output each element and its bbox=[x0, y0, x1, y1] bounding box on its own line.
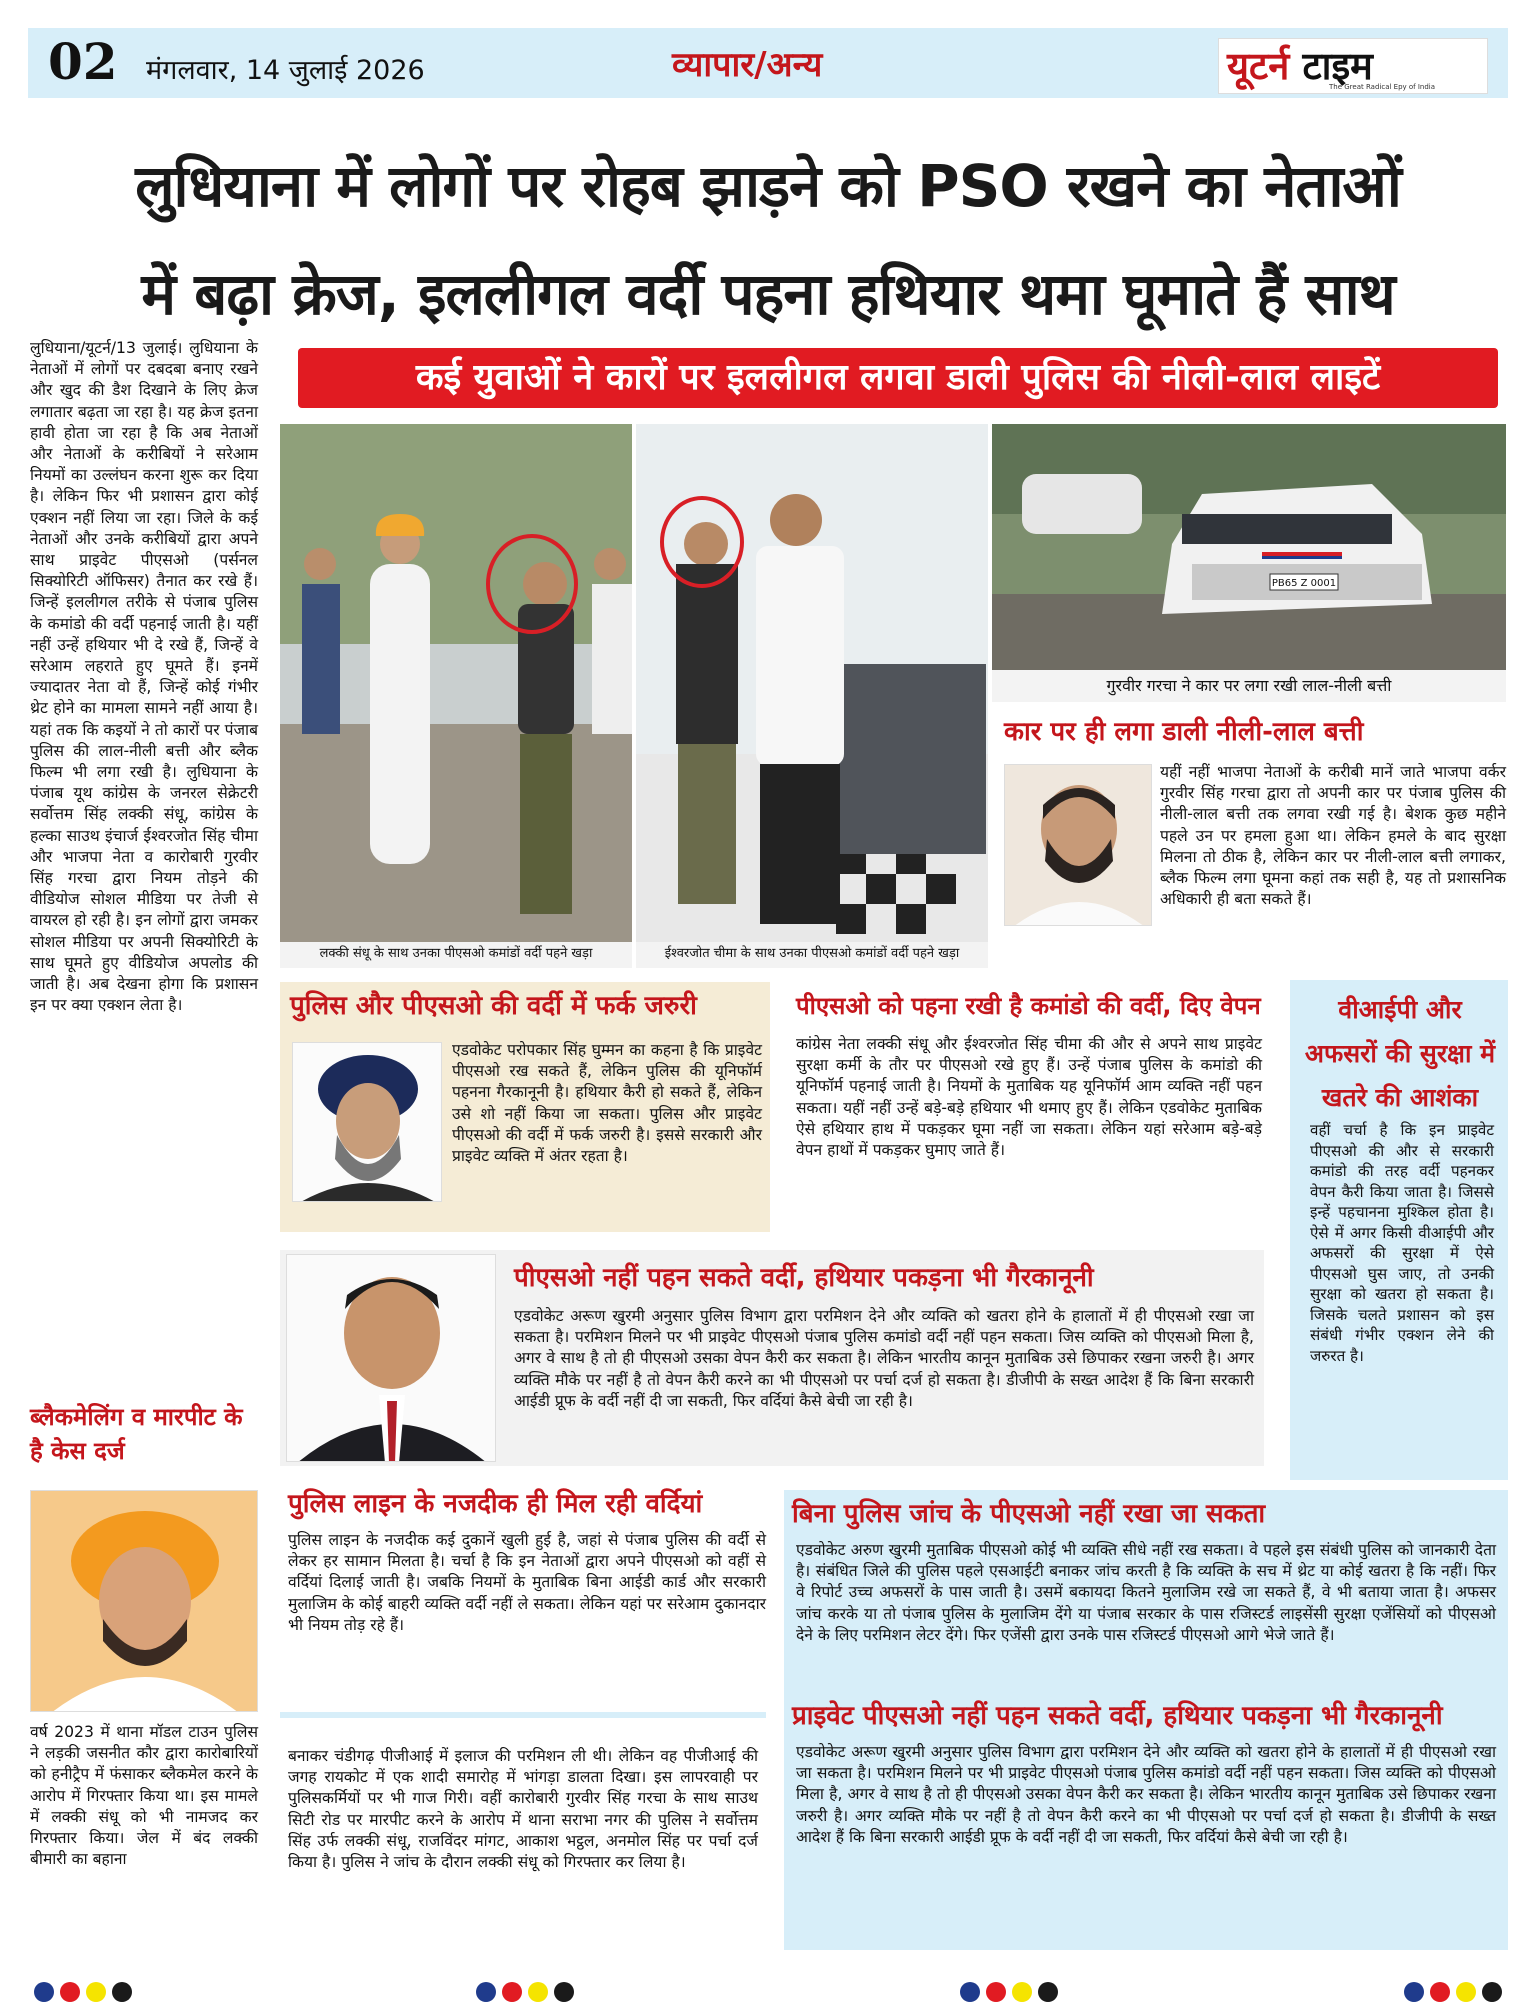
continuation-rule bbox=[280, 1712, 766, 1718]
portrait-arun-khurmi bbox=[286, 1254, 496, 1462]
issue-date: मंगलवार, 14 जुलाई 2026 bbox=[146, 55, 425, 86]
person-turban-icon bbox=[31, 1491, 258, 1712]
headline-line-2: में बढ़ा क्रेज, इललीगल वर्दी पहना हथियार थमा घूमाते हैं साथ bbox=[141, 260, 1395, 328]
lead-paragraph: लुधियाना/यूटर्न/13 जुलाई। लुधियाना के नेताओं में लोगों पर दबदबा बनाए रखने और खुद की डैश दिखाने के लिए क्रेज लगातार बढ़ता जा रहा है। यह क्रेज इतना हावी होता जा रहा है कि अब नेताओं और नेताओं के करीबियों ने सरेआम नियमों का उल्लंघन करना शुरू कर दिया है। लेकिन फिर भी प्रशासन द्वारा कोई एक्शन नहीं लिया जा रहा। जिले के कई नेताओं और उनके करीबियों द्वारा अपने साथ प्राइवेट पीएसओ (पर्सनल सिक्योरिटी ऑफिसर) तैनात कर रखे हैं। जिन्हें इललीगल तरीके से पंजाब पुलिस के कमांडो की वर्दी पहनाई जाती है। यहीं नहीं उन्हें हथियार भी दे रखे हैं, जिन्हें वे सरेआम लहराते हुए घूमते हैं। इनमें ज्यादातर नेता वो हैं, जिन्हें कोई गंभीर थ्रेट होने का मामला सामने नहीं आया है। यहां तक कि कइयों ने तो कारों पर पंजाब पुलिस की लाल-नीली बत्ती और ब्लैक फिल्म भी लगा रखी है। लुधियाना के पंजाब यूथ कांग्रेस के जनरल सेक्रेटरी सर्वोत्तम सिंह लक्की संधू, कांग्रेस के हल्का साउथ इंचार्ज ईश्वरजोत सिंह चीमा और भाजपा नेता व कारोबारी गुरवीर सिंह गरचा द्वारा नियम तोड़ने की वीडियोज सोशल मीडिया पर तेजी से वायरल हो रही है। इन लोगों द्वारा जमकर सोशल मीडिया पर अपनी सिक्योरिटी के साथ घूमते हुए वीडियोज अपलोड की जाती है। अब देखना होगा कि प्रशासन इन पर क्या एक्शन लेता है। bbox=[30, 339, 258, 1015]
registration-marks-2 bbox=[476, 1982, 574, 2002]
uniform-diff-text: एडवोकेट परोपकार सिंह घुम्मन का कहना है कि प्राइवेट पीएसओ रख सकते हैं, लेकिन पुलिस की यूनिफॉर्म पहनना गैरकानूनी है। हथियार कैरी हो सकते हैं, लेकिन उसे शो नहीं किया जा सकता। पुलिस और प्राइवेट पीएसओ की वर्दी में फर्क जरुरी है। इससे सरकारी और प्राइवेट व्यक्ति में अंतर रहता है। bbox=[452, 1041, 762, 1166]
reg-dot-yellow bbox=[528, 1982, 548, 2002]
main-headline bbox=[28, 132, 1508, 348]
deck-banner: कई युवाओं ने कारों पर इललीगल लगवा डाली पुलिस की नीली-लाल लाइटें bbox=[298, 348, 1498, 408]
portrait-gurveer-garcha bbox=[1004, 764, 1152, 926]
car-light-subhead: कार पर ही लगा डाली नीली-लाल बत्ती bbox=[1004, 717, 1364, 747]
logo-tagline: The Great Radical Epy of India bbox=[1329, 83, 1436, 91]
private-pso-subhead: प्राइवेट पीएसओ नहीं पहन सकते वर्दी, हथियार पकड़ना भी गैरकानूनी bbox=[792, 1701, 1443, 1731]
commando-subhead: पीएसओ को पहना रखी है कमांडो की वर्दी, दिए वेपन bbox=[796, 992, 1261, 1020]
reg-dot-yellow bbox=[86, 1982, 106, 2002]
reg-dot-blue bbox=[34, 1982, 54, 2002]
caption-photo-2: ईश्वरजोत चीमा के साथ उनका पीएसओ कमांडों वर्दी पहने खड़ा bbox=[636, 942, 988, 968]
photo-lucky-sandhu-pso bbox=[280, 424, 632, 942]
uniform-diff-subhead: पुलिस और पीएसओ की वर्दी में फर्क जरुरी bbox=[290, 991, 697, 1021]
police-line-subhead: पुलिस लाइन के नजदीक ही मिल रही वर्दियां bbox=[288, 1489, 703, 1519]
headline-line-1: लुधियाना में लोगों पर रोहब झाड़ने को PSO रखने का नेताओं bbox=[135, 152, 1401, 220]
reg-dot-yellow bbox=[1456, 1982, 1476, 2002]
page-number: 02 bbox=[48, 32, 118, 91]
caption-photo-1: लक्की संधू के साथ उनका पीएसओ कमांडों वर्दी पहने खड़ा bbox=[280, 942, 632, 968]
reg-dot-black bbox=[112, 1982, 132, 2002]
logo-text-1: यूटर्न bbox=[1227, 44, 1290, 88]
logo-text-2: टाइम bbox=[1302, 44, 1373, 88]
police-line-text: पुलिस लाइन के नजदीक कई दुकानें खुली हुई है, जहां से पंजाब पुलिस की वर्दी से लेकर हर सामान मिलता है। चर्चा है कि इन नेताओं द्वारा अपने पीएसओ को वहीं से वर्दियां दिलाई जाती है। जबकि नियमों के मुताबिक बिना आईडी कार्ड और सरकारी मुलाजिम के कोई बाहरी व्यक्ति वर्दी नहीं ले सकता। लेकिन यहां पर सरेआम दुकानदार भी नियम तोड़ रहे हैं। bbox=[288, 1531, 766, 1634]
newspaper-logo bbox=[1218, 38, 1488, 94]
registration-marks-4 bbox=[1404, 1982, 1502, 2002]
blackmail-subhead: ब्लैकमेलिंग व मारपीट के है केस दर्ज bbox=[30, 1403, 243, 1465]
reg-dot-blue bbox=[1404, 1982, 1424, 2002]
reg-dot-blue bbox=[476, 1982, 496, 2002]
no-check-subhead: बिना पुलिस जांच के पीएसओ नहीं रखा जा सकता bbox=[792, 1499, 1266, 1529]
registration-marks-1 bbox=[34, 1982, 132, 2002]
portrait-lucky-sandhu bbox=[30, 1490, 258, 1712]
illegal-weapon-subhead: पीएसओ नहीं पहन सकते वर्दी, हथियार पकड़ना भी गैरकानूनी bbox=[514, 1263, 1094, 1293]
illegal-weapon-text: एडवोकेट अरूण खुरमी अनुसार पुलिस विभाग द्वारा परमिशन देने और व्यक्ति को खतरा होने के हालातों में ही पीएसओ रखा जा सकता है। परमिशन मिलने पर भी प्राइवेट पीएसओ पंजाब पुलिस कमांडो वर्दी नहीं पहन सकता। जिस व्यक्ति को पीएसओ मिला है, अगर वे साथ है तो ही पीएसओ उसका वेपन कैरी कर सकता है। लेकिन भारतीय कानून मुताबिक उसे छिपाकर रखना जरुरी है। अगर व्यक्ति मौके पर नहीं है तो वेपन कैरी करने का भी पीएसओ पर पर्चा दर्ज हो सकता है। डीजीपी के सख्त आदेश हैं कि बिना सरकारी आईडी प्रूफ के वर्दी नहीं दी जा सकती, फिर वर्दियां कैसे बेची जा रही है। bbox=[514, 1307, 1254, 1410]
reg-dot-red bbox=[60, 1982, 80, 2002]
reg-dot-red bbox=[502, 1982, 522, 2002]
reg-dot-black bbox=[554, 1982, 574, 2002]
registration-marks-3 bbox=[960, 1982, 1058, 2002]
photo-garcha-car bbox=[992, 424, 1506, 670]
reg-dot-red bbox=[1430, 1982, 1450, 2002]
caption-photo-3: गुरवीर गरचा ने कार पर लगा रखी लाल-नीली बत्ती bbox=[992, 670, 1506, 702]
vip-risk-subhead: वीआईपी और अफसरों की सुरक्षा में खतरे की आशंका bbox=[1304, 995, 1496, 1112]
reg-dot-black bbox=[1482, 1982, 1502, 2002]
commando-text: कांग्रेस नेता लक्की संधू और ईश्वरजोत सिंह चीमा की और से अपने साथ प्राइवेट सुरक्षा कर्मी के तौर पर पीएसओ रखे हुए हैं। उन्हें पंजाब पुलिस के कमांडो की यूनिफॉर्म पहनाई जाती है। नियमों के मुताबिक यह यूनिफॉर्म आम व्यक्ति नहीं पहन सकता। यहीं नहीं उन्हें बड़े-बड़े हथियार भी थमाए हुए हैं। लेकिन एडवोकेट मुताबिक ऐसे हथियार हाथ में पकड़कर घूमा नहीं जा सकता। लेकिन यहां सरेआम बड़े-बड़े वेपन हाथों में पकड़कर घुमाए जाते हैं। bbox=[796, 1035, 1262, 1160]
no-check-text: एडवोकेट अरुण खुरमी मुताबिक पीएसओ कोई भी व्यक्ति सीधे नहीं रख सकता। वे पहले इस संबंधी पुलिस को जानकारी देता है। संबंधित जिले की पुलिस पहले एसआईटी बनाकर जांच करती है कि व्यक्ति के सच में थ्रेट या कोई खतरा है कि नहीं। फिर वे रिपोर्ट उच्च अफसरों के पास जाती है। उसमें बकायदा कितने मुलाजिम रखे जा सकते हैं, वे भी बताया जाता है। अफसर जांच करके या तो पंजाब पुलिस के मुलाजिम देंगे या पंजाब सरकार के पास रजिस्टर्ड लाइसेंसी सुरक्षा एजेंसियों को पीएसओ देने के लिए परमिशन लेटर देंगे। फिर एजेंसी द्वारा उनके पास रजिस्टर्ड पीएसओ आगे भेजे जाते हैं। bbox=[796, 1541, 1496, 1644]
private-pso-text: एडवोकेट अरूण खुरमी अनुसार पुलिस विभाग द्वारा परमिशन देने और व्यक्ति को खतरा होने के हालातों में ही पीएसओ रखा जा सकता है। परमिशन मिलने पर भी प्राइवेट पीएसओ पंजाब पुलिस कमांडो वर्दी नहीं पहन सकता। जिस व्यक्ति को पीएसओ मिला है, अगर वे साथ है तो ही पीएसओ उसका वेपन कैरी कर सकता है। लेकिन भारतीय कानून मुताबिक उसे छिपाकर रखना जरुरी है। अगर व्यक्ति मौके पर नहीं है तो वेपन कैरी करने का भी पीएसओ पर पर्चा दर्ज हो सकता है। डीजीपी के सख्त आदेश हैं कि बिना सरकारी आईडी प्रूफ के वर्दी नहीं दी जा सकती, फिर वर्दियां कैसे बेची जा रही है। bbox=[796, 1743, 1496, 1846]
reg-dot-black bbox=[1038, 1982, 1058, 2002]
car-light-text: यहीं नहीं भाजपा नेताओं के करीबी मानें जाते भाजपा वर्कर गुरवीर सिंह गरचा द्वारा तो अपनी कार पर पंजाब पुलिस की नीली-लाल बत्ती तक लगवा रखी गई है। बेशक कुछ महीने पहले उन पर हमला हुआ था। लेकिन हमले के बाद सुरक्षा मिलना तो ठीक है, लेकिन कार पर नीली-लाल बत्ती लगाकर, ब्लैक फिल्म लगा घूमना कहां तक सही है, यह तो प्रशासनिक अधिकारी ही बता सकते हैं। bbox=[1160, 763, 1506, 909]
reg-dot-blue bbox=[960, 1982, 980, 2002]
continuation-text: बनाकर चंडीगढ़ पीजीआई में इलाज की परमिशन ली थी। लेकिन वह पीजीआई की जगह रायकोट में एक शादी समारोह में भांगड़ा डालता दिखा। इस लापरवाही पर पुलिसकर्मियों पर भी गाज गिरी। वहीं कारोबारी गुरवीर सिंह गरचा के साथ साउथ सिटी रोड पर मारपीट करने के आरोप में थाना सराभा नगर की पुलिस ने सर्वोत्तम सिंह उर्फ लक्की संधू, राजविंदर मांगट, आकाश भट्ठल, अनमोल सिंह पर पर्चा दर्ज किया है। पुलिस ने जांच के दौरान लक्की संधू को गिरफ्तार कर लिया है। bbox=[288, 1747, 758, 1872]
car-plate: PB65 Z 0001 bbox=[1271, 578, 1337, 589]
reg-dot-yellow bbox=[1012, 1982, 1032, 2002]
reg-dot-red bbox=[986, 1982, 1006, 2002]
photo-ishwarjot-cheema-pso bbox=[636, 424, 988, 942]
portrait-paropkar-ghumman bbox=[292, 1042, 442, 1202]
lead-story-column bbox=[30, 338, 258, 1017]
blackmail-text: वर्ष 2023 में थाना मॉडल टाउन पुलिस ने लड़की जसनीत कौर द्वारा कारोबारियों को हनीट्रैप में फंसाकर ब्लैकमेल करने के आरोप में गिरफ्तार किया था। इस मामले में लक्की संधू को भी नामजद कर गिरफ्तार किया। जेल में बंद लक्की बीमारी का बहाना bbox=[30, 1723, 258, 1869]
vip-risk-text: वहीं चर्चा है कि इन प्राइवेट पीएसओ की और से सरकारी कमांडो की तरह वर्दी पहनकर वेपन कैरी किया जाता है। जिससे इन्हें पहचानना मुश्किल होता है। ऐसे में अगर किसी वीआईपी और अफसरों की सुरक्षा में ऐसे पीएसओ घुस जाए, तो उनकी सुरक्षा को खतरा हो सकता है। जिसके चलते प्रशासन को इस संबंधी गंभीर एक्शन लेने की जरुरत है। bbox=[1310, 1121, 1494, 1365]
section-label: व्यापार/अन्य bbox=[672, 45, 823, 85]
